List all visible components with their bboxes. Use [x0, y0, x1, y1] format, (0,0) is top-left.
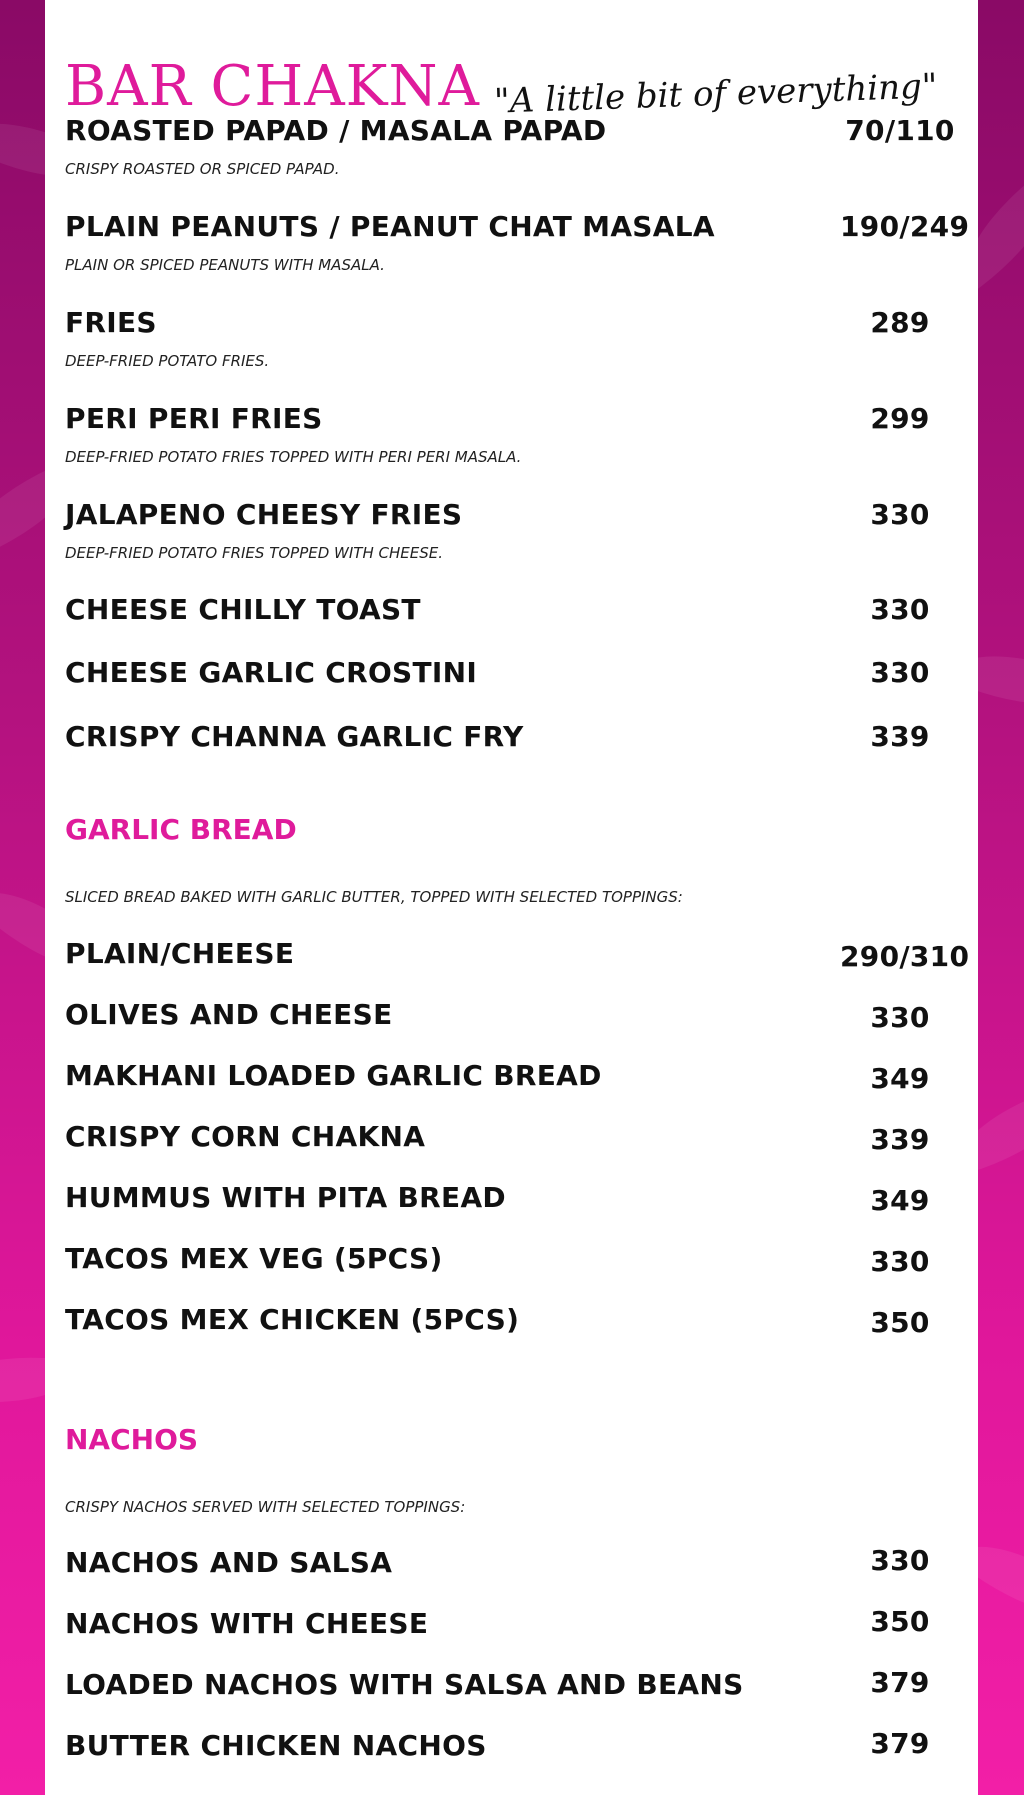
item-name: BUTTER CHICKEN NACHOS [65, 1729, 487, 1762]
item-name: PERI PERI FRIES [65, 402, 323, 435]
item-price: 290/310 [840, 940, 970, 973]
tagline: "A little bit of everything" [493, 66, 939, 122]
item-name: CRISPY CORN CHAKNA [65, 1120, 426, 1153]
section-title-nachos: NACHOS [65, 1423, 199, 1456]
section-description: SLICED BREAD BAKED WITH GARLIC BUTTER, TOPPED WITH SELECTED TOPPINGS: [65, 888, 683, 906]
item-price: 349 [870, 1062, 930, 1095]
item-price: 350 [870, 1605, 930, 1638]
item-description: DEEP-FRIED POTATO FRIES. [65, 352, 270, 370]
item-price: 330 [870, 498, 930, 531]
item-name: FRIES [65, 306, 157, 339]
item-price: 379 [870, 1727, 930, 1760]
item-price: 330 [870, 656, 930, 689]
item-price: 299 [870, 402, 930, 435]
item-name: MAKHANI LOADED GARLIC BREAD [65, 1059, 602, 1092]
item-price: 330 [870, 1245, 930, 1278]
section-title-garlic-bread: GARLIC BREAD [65, 813, 297, 846]
item-description: DEEP-FRIED POTATO FRIES TOPPED WITH CHEESE. [65, 544, 443, 562]
item-price: 289 [870, 306, 930, 339]
item-price: 350 [870, 1306, 930, 1339]
item-name: CHEESE CHILLY TOAST [65, 593, 421, 626]
item-price: 339 [870, 720, 930, 753]
item-name: LOADED NACHOS WITH SALSA AND BEANS [65, 1668, 744, 1701]
item-price: 70/110 [845, 114, 955, 147]
item-description: CRISPY ROASTED OR SPICED PAPAD. [65, 160, 340, 178]
item-price: 190/249 [840, 210, 970, 243]
item-name: JALAPENO CHEESY FRIES [65, 498, 463, 531]
item-price: 379 [870, 1666, 930, 1699]
item-price: 330 [870, 593, 930, 626]
item-description: PLAIN OR SPICED PEANUTS WITH MASALA. [65, 256, 385, 274]
item-name: NACHOS WITH CHEESE [65, 1607, 429, 1640]
item-name: NACHOS AND SALSA [65, 1546, 393, 1579]
item-name: TACOS MEX CHICKEN (5PCS) [65, 1303, 520, 1336]
item-name: TACOS MEX VEG (5PCS) [65, 1242, 443, 1275]
item-name: CRISPY CHANNA GARLIC FRY [65, 720, 524, 753]
item-name: ROASTED PAPAD / MASALA PAPAD [65, 114, 607, 147]
item-price: 330 [870, 1001, 930, 1034]
item-name: PLAIN/CHEESE [65, 937, 295, 970]
section-description: CRISPY NACHOS SERVED WITH SELECTED TOPPINGS: [65, 1498, 466, 1516]
item-name: CHEESE GARLIC CROSTINI [65, 656, 478, 689]
item-price: 330 [870, 1544, 930, 1577]
item-price: 339 [870, 1123, 930, 1156]
page-title: BAR CHAKNA [65, 54, 480, 119]
item-price: 349 [870, 1184, 930, 1217]
item-name: OLIVES AND CHEESE [65, 998, 393, 1031]
item-description: DEEP-FRIED POTATO FRIES TOPPED WITH PERI PERI MASALA. [65, 448, 522, 466]
item-name: HUMMUS WITH PITA BREAD [65, 1181, 506, 1214]
item-name: PLAIN PEANUTS / PEANUT CHAT MASALA [65, 210, 715, 243]
